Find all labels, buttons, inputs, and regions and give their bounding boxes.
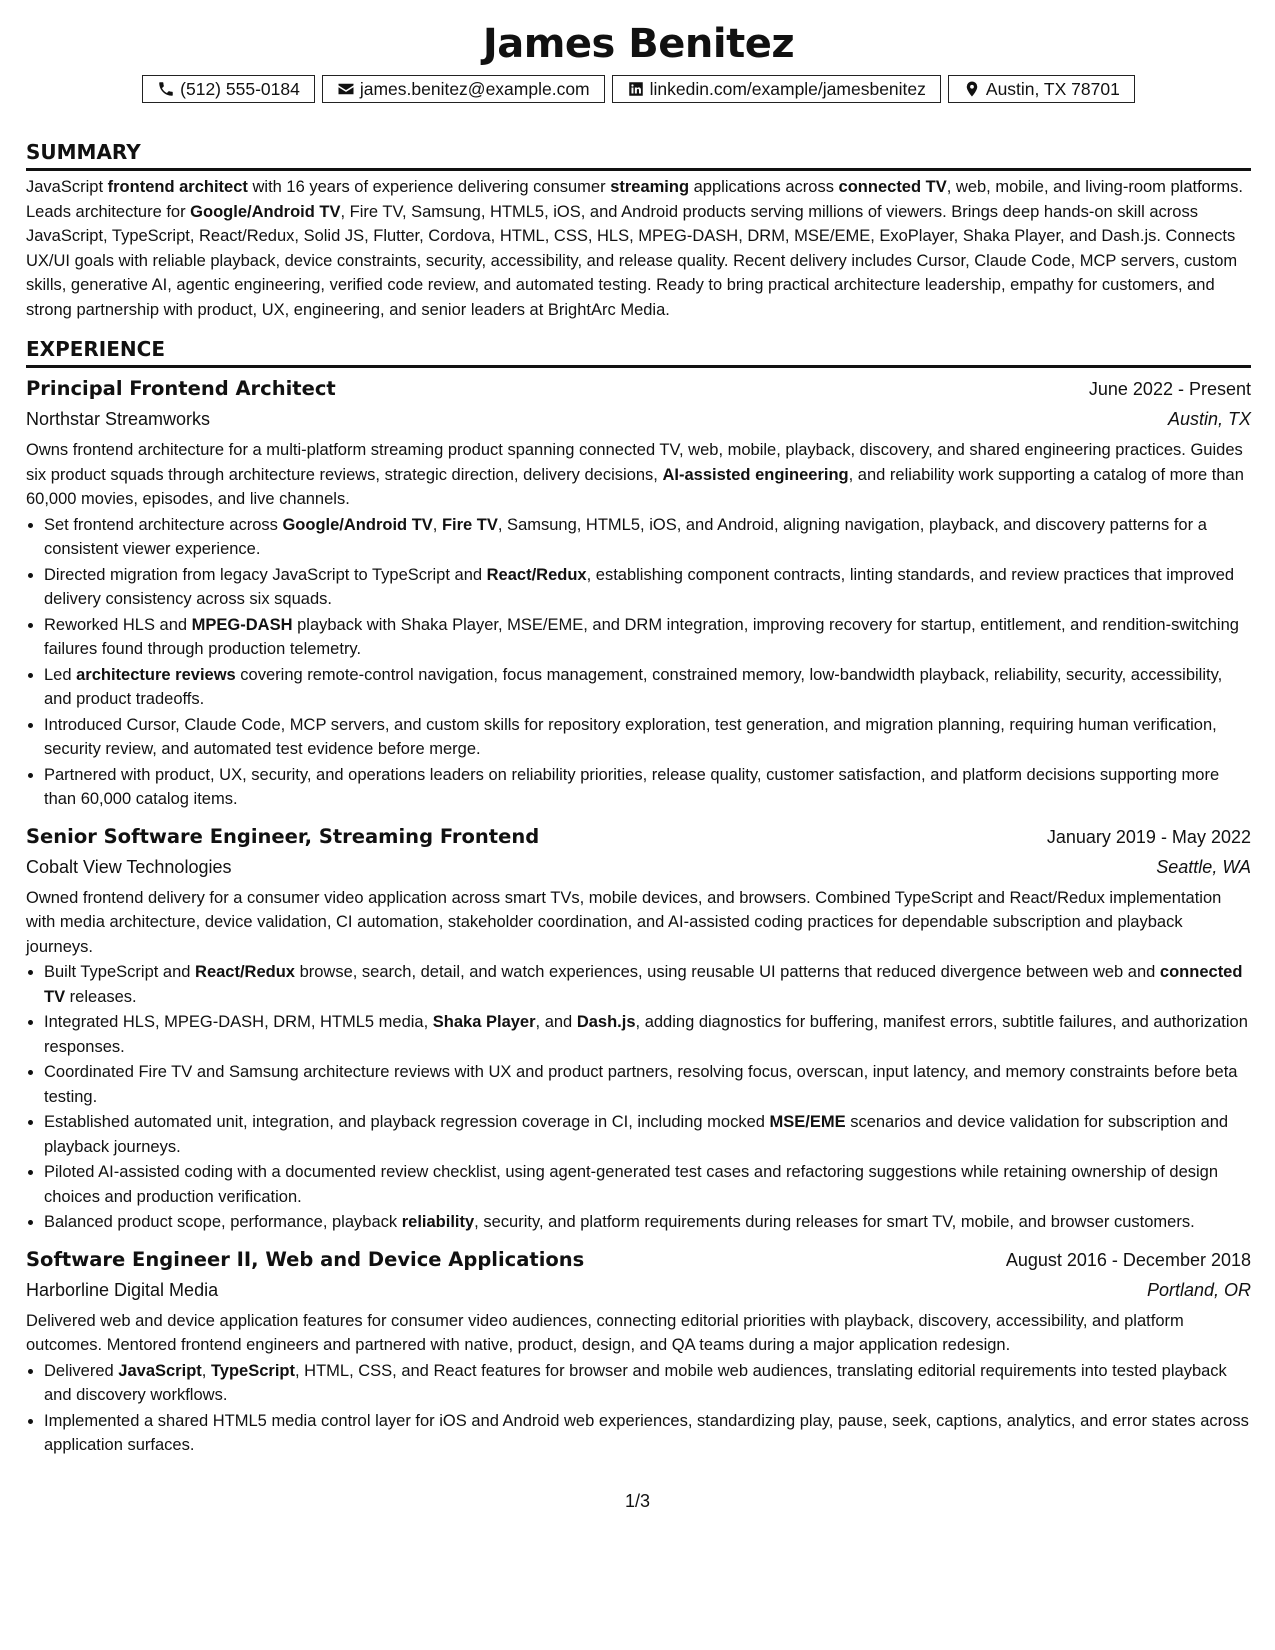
contact-location[interactable]	[948, 75, 1135, 103]
bold-keyword: Fire TV	[441, 515, 498, 534]
bullet-item: • Coordinated Fire TV and Samsung architecture reviews with UX and product partners, resolving focus, overscan, input latency, and memory constraints before beta testing.	[44, 1060, 1251, 1109]
bullet-item: • Set frontend architecture across Google/Android TV, Fire TV, Samsung, HTML5, iOS, and Android, aligning navigation, playback, and discovery patterns for a consistent viewer experience.	[44, 513, 1251, 562]
summary-heading: SUMMARY	[26, 139, 1251, 171]
contact-phone[interactable]	[142, 75, 315, 103]
experience-heading: EXPERIENCE	[26, 336, 1251, 368]
bullet-item: • Integrated HLS, MPEG-DASH, DRM, HTML5 media, Shaka Player, and Dash.js, adding diagnostics for buffering, manifest errors, subtitle failures, and authorization responses.	[44, 1010, 1251, 1059]
bullet-item: • Piloted AI-assisted coding with a documented review checklist, using agent-generated test cases and refactoring suggestions while retaining ownership of design choices and production verification.	[44, 1160, 1251, 1209]
job-location: Seattle, WA	[1156, 856, 1251, 877]
email-text: james.benitez@example.com	[359, 78, 590, 99]
bullet-item: • Introduced Cursor, Claude Code, MCP servers, and custom skills for repository exploration, test generation, and migration planning, requiring human verification, security review, and automated test evidence before merge.	[44, 713, 1251, 762]
linkedin-icon	[627, 80, 645, 98]
job-entry	[26, 822, 1251, 1235]
job-bullets	[26, 1359, 1251, 1458]
job-title: Senior Software Engineer, Streaming Frontend	[26, 824, 540, 848]
page-number: 1/3	[624, 1491, 651, 1511]
bold-keyword: JavaScript	[118, 1361, 202, 1380]
job-description: Owned frontend delivery for a consumer video application across smart TVs, mobile devices, and browsers. Combined TypeScript and React/Redux implementation with media architecture, device validation, CI automation, stakeholder coordination, and AI-assisted coding practices for dependable subscription and playback journeys.	[26, 888, 1222, 956]
job-description: Owns frontend architecture for a multi-platform streaming product spanning connected TV, web, mobile, playback, discovery, and shared engineering practices. Guides six product squads through architecture reviews, strategic direction, delivery decisions, AI-assisted engineering, and reliability work supporting a catalog of more than 60,000 movies, episodes, and live channels.	[26, 441, 1244, 508]
job-title: Software Engineer II, Web and Device Applications	[26, 1247, 585, 1271]
job-dates: January 2019 - May 2022	[1046, 826, 1251, 847]
linkedin-text: linkedin.com/example/jamesbenitez	[649, 78, 926, 99]
company-name: Cobalt View Technologies	[26, 856, 232, 877]
bullet-item: • Built TypeScript and React/Redux browse, search, detail, and watch experiences, using reusable UI patterns that reduced divergence between web and connected TV releases.	[44, 960, 1251, 1009]
bold-keyword: Google/Android TV	[282, 515, 433, 534]
job-title: Principal Frontend Architect	[26, 377, 336, 400]
envelope-icon	[337, 80, 355, 98]
job-dates: August 2016 - December 2018	[1005, 1249, 1251, 1270]
job-entry	[26, 1245, 1251, 1458]
bold-keyword: architecture reviews	[76, 665, 236, 684]
bold-keyword: React/Redux	[195, 963, 295, 981]
bullet-item: • Implemented a shared HTML5 media control layer for iOS and Android web experiences, standardizing play, pause, seek, captions, analytics, and error states across application surfaces.	[44, 1409, 1251, 1458]
location-text: Austin, TX 78701	[985, 78, 1120, 99]
bullet-item: • Reworked HLS and MPEG-DASH playback with Shaka Player, MSE/EME, and DRM integration, improving recovery for startup, entitlement, and rendition-switching failures found through production telemetry.	[44, 613, 1251, 662]
bold-keyword: Dash.js	[576, 1013, 636, 1031]
bold-keyword: AI-assisted engineering	[662, 465, 849, 484]
phone-text: (512) 555-0184	[180, 78, 300, 99]
job-bullets	[26, 513, 1251, 812]
bullet-item: • Balanced product scope, performance, playback reliability, security, and platform requirements during releases for smart TV, mobile, and browser customers.	[44, 1210, 1251, 1235]
bold-keyword: MSE/EME	[769, 1113, 846, 1131]
job-location: Portland, OR	[1146, 1279, 1251, 1300]
bold-keyword: connected TV	[838, 178, 947, 196]
bold-keyword: Shaka Player	[432, 1013, 536, 1031]
contact-linkedin[interactable]	[612, 75, 941, 103]
bullet-item: • Directed migration from legacy JavaScript to TypeScript and React/Redux, establishing component contracts, linting standards, and review practices that improved delivery consistency across six squads.	[44, 563, 1251, 612]
bullet-item: • Led architecture reviews covering remote-control navigation, focus management, constrained memory, low-bandwidth playback, reliability, security, accessibility, and product tradeoffs.	[44, 663, 1251, 712]
job-location: Austin, TX	[1167, 409, 1251, 429]
resume-page	[26, 20, 1251, 1459]
company-name: Northstar Streamworks	[26, 409, 211, 429]
bold-keyword: React/Redux	[486, 565, 587, 584]
phone-icon	[157, 80, 175, 98]
job-bullets	[26, 960, 1251, 1235]
job-entry	[26, 374, 1251, 812]
bold-keyword: Google/Android TV	[190, 202, 341, 221]
job-dates: June 2022 - Present	[1088, 379, 1251, 399]
bold-keyword: frontend architect	[107, 178, 248, 196]
bold-keyword: MPEG-DASH	[191, 615, 293, 634]
bold-keyword: reliability	[401, 1213, 475, 1231]
summary-section	[26, 139, 1251, 322]
map-marker-icon	[963, 80, 981, 98]
bullet-item: • Partnered with product, UX, security, and operations leaders on reliability priorities, release quality, customer satisfaction, and platform decisions supporting more than 60,000 catalog items.	[44, 763, 1251, 812]
bold-keyword: TypeScript	[210, 1361, 295, 1380]
summary-text: JavaScript frontend architect with 16 years of experience delivering consumer streaming applications across connected TV, web, mobile, and living-room platforms. Leads architecture for Google/Android TV, Fire TV, Samsung, HTML5, iOS, and Android products serving millions of viewers. Brings deep hands-on skill across JavaScript, TypeScript, React/Redux, Solid JS, Flutter, Cordova, HTML, CSS, HLS, MPEG-DASH, DRM, MSE/EME, ExoPlayer, Shaka Player, and Dash.js. Connects UX/UI goals with reliable playback, device constraints, security, accessibility, and release quality. Recent delivery includes Cursor, Claude Code, MCP servers, custom skills, generative AI, agentic engineering, verified code review, and automated testing. Ready to bring practical architecture leadership, empathy for customers, and strong partnership with product, UX, engineering, and senior leaders at BrightArc Media.	[26, 178, 1243, 319]
contact-bar	[26, 75, 1251, 103]
company-name: Harborline Digital Media	[26, 1279, 219, 1300]
bullet-item: • Delivered JavaScript, TypeScript, HTML, CSS, and React features for browser and mobile web audiences, translating editorial requirements into tested playback and discovery workflows.	[44, 1359, 1251, 1408]
bold-keyword: connected TV	[44, 963, 1243, 1006]
bullet-item: • Established automated unit, integration, and playback regression coverage in CI, including mocked MSE/EME scenarios and device validation for subscription and playback journeys.	[44, 1110, 1251, 1159]
candidate-name: James Benitez	[482, 21, 795, 67]
experience-section	[26, 336, 1251, 1458]
contact-email[interactable]	[322, 75, 605, 103]
job-description: Delivered web and device application features for consumer video audiences, connecting editorial priorities with playback, discovery, accessibility, and platform outcomes. Mentored frontend engineers and partnered with native, product, design, and QA teams during a major application redesign.	[26, 1311, 1184, 1354]
bold-keyword: streaming	[610, 178, 690, 196]
